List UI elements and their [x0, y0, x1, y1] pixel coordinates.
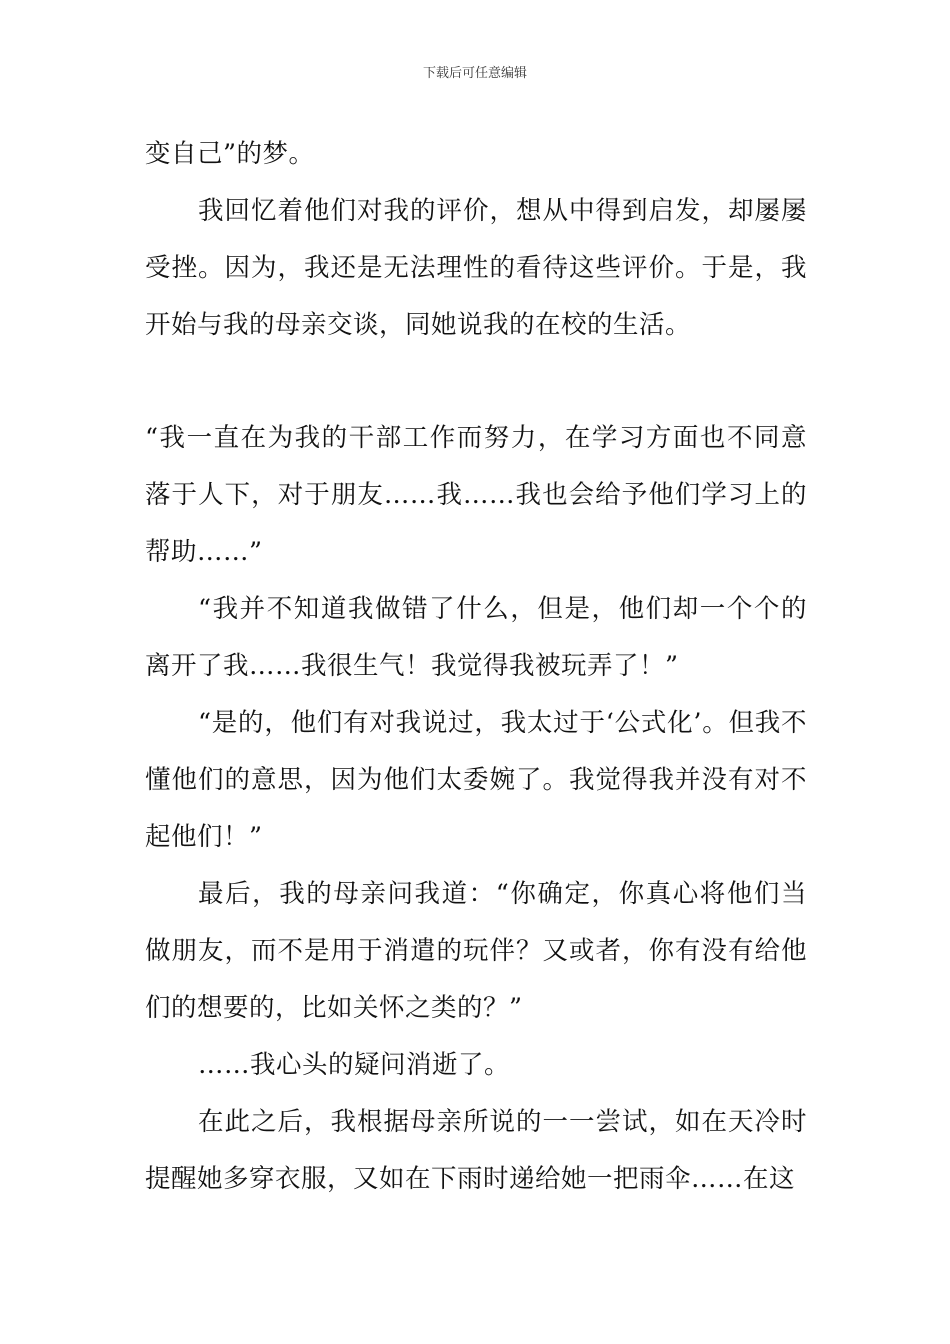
paragraph-6: 最后，我的母亲问我道：“你确定，你真心将他们当做朋友，而不是用于消遣的玩伴？又或者，你有没有给他们的想要的，比如关怀之类的？” [145, 879, 807, 1023]
paragraph-5: “是的，他们有对我说过，我太过于‘公式化’。但我不懂他们的意思，因为他们太委婉了。我觉得我并没有对不起他们！” [145, 708, 807, 852]
document-body [145, 126, 807, 354]
document-body-dialogue [145, 410, 807, 1208]
paragraph-7: ……我心头的疑问消逝了。 [198, 1050, 511, 1080]
paragraph-1: 变自己”的梦。 [145, 139, 315, 169]
paragraph-2: 我回忆着他们对我的评价，想从中得到启发，却屡屡受挫。因为，我还是无法理性的看待这些评价。于是，我开始与我的母亲交谈，同她说我的在校的生活。 [145, 196, 807, 340]
paragraph-8: 在此之后，我根据母亲所说的一一尝试，如在天冷时提醒她多穿衣服，又如在下雨时递给她一把雨伞……在这 [145, 1107, 807, 1194]
paragraph-4: “我并不知道我做错了什么，但是，他们却一个个的离开了我……我很生气！我觉得我被玩弄了！” [145, 594, 807, 681]
paragraph-3: “我一直在为我的干部工作而努力，在学习方面也不同意落于人下，对于朋友……我……我也会给予他们学习上的帮助……” [145, 423, 807, 567]
page-header: 下载后可任意编辑 [422, 66, 527, 81]
